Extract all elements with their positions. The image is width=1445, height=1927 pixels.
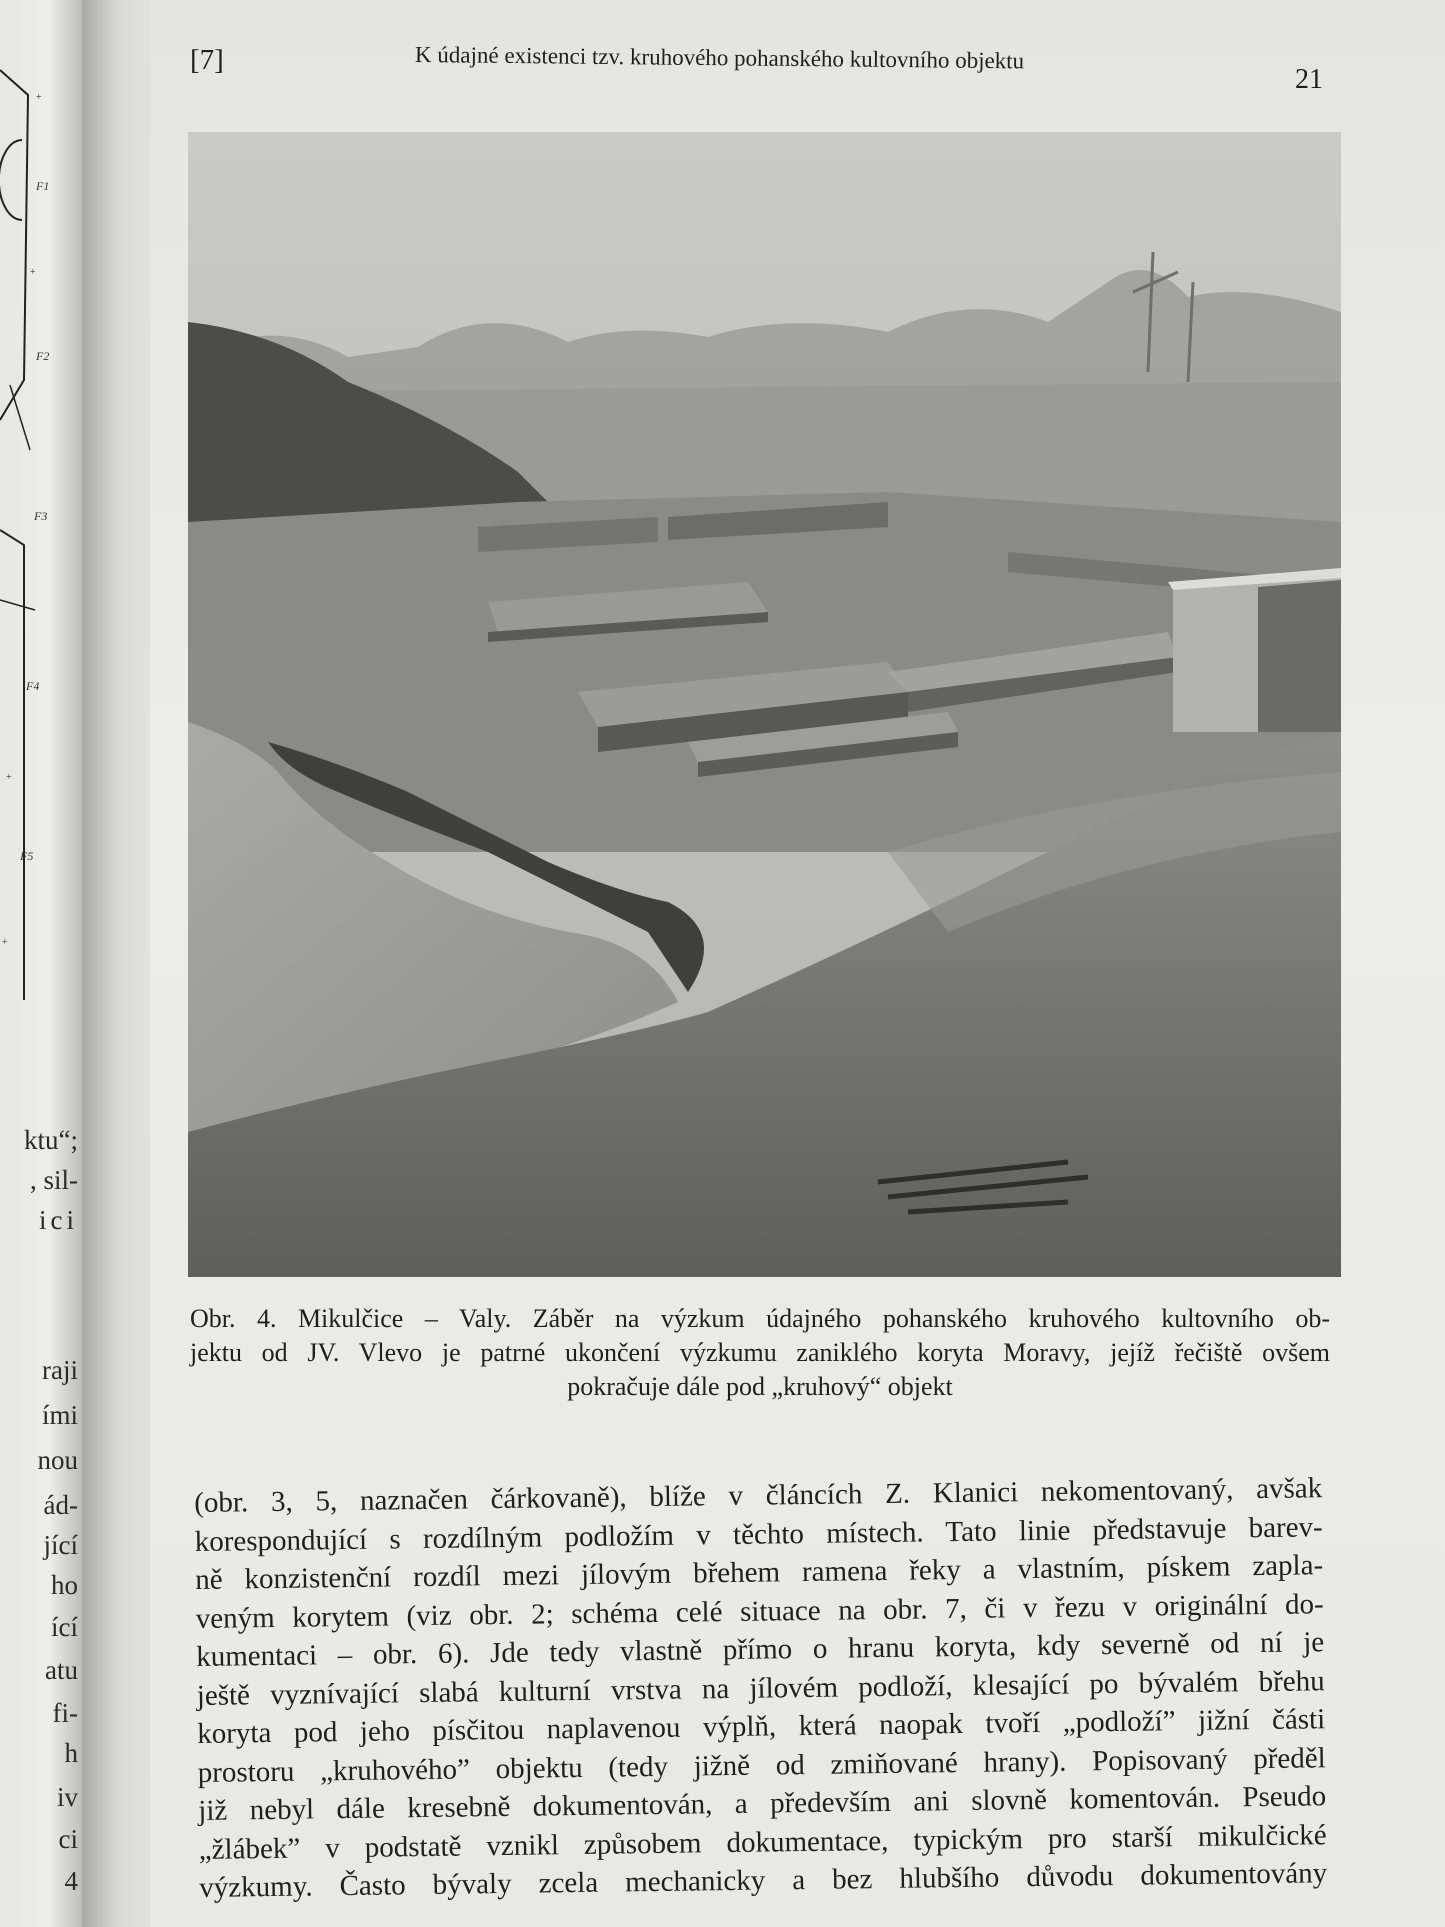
left-text-fragment: ci bbox=[58, 1824, 78, 1854]
running-head bbox=[190, 40, 1340, 95]
running-head-title: K údajné existenci tzv. kruhového pohanského kultovního objektu bbox=[414, 42, 1025, 74]
left-text-fragment: raji bbox=[42, 1355, 78, 1385]
left-text-fragment: atu bbox=[45, 1655, 78, 1685]
excavation-photograph bbox=[188, 132, 1341, 1277]
left-text-fragment: ád- bbox=[43, 1490, 78, 1520]
caption-line: pokračuje dále pod „kruhový“ objekt bbox=[567, 1372, 953, 1401]
body-line: „žlábek” v podstatě vznikl způsobem dokumentace, typickým pro starší mikulčické bbox=[198, 1818, 1327, 1866]
svg-text:F4: F4 bbox=[26, 679, 40, 693]
body-line: (obr. 3, 5, naznačen čárkovaně), blíže v článcích Z. Klanici nekomentovaný, avšak bbox=[194, 1472, 1323, 1519]
left-text-fragment: nou bbox=[37, 1445, 78, 1475]
left-text-fragment: , sil- bbox=[29, 1165, 78, 1195]
section-number: [7] bbox=[190, 44, 224, 76]
body-line: veným korytem (viz obr. 2; schéma celé situace na obr. 7, či v řezu v originální do- bbox=[195, 1587, 1324, 1635]
body-line: ještě vyznívající slabá kulturní vrstva na jílovém podloží, klesající po bývalém břehu bbox=[196, 1664, 1325, 1712]
section-diagram bbox=[0, 0, 82, 1000]
left-text-fragment: iv bbox=[56, 1782, 78, 1812]
caption-line: Obr. 4. Mikulčice – Valy. Záběr na výzkum údajného pohanského kruhového kultovního ob- bbox=[190, 1304, 1330, 1333]
body-line: ně konzistenční rozdíl mezi jílovým břehem ramena řeky a vlastním, pískem zapla- bbox=[195, 1549, 1324, 1596]
body-line: již nebyl dále kresebně dokumentován, a především ani slovně komentován. Pseudo bbox=[198, 1780, 1327, 1827]
left-text-fragment: ktu“; bbox=[24, 1125, 78, 1155]
svg-text:+: + bbox=[30, 267, 36, 278]
page-number: 21 bbox=[1295, 64, 1323, 95]
left-text-fragment: ho bbox=[51, 1570, 78, 1600]
caption-line: jektu od JV. Vlevo je patrné ukončení výzkumu zaniklého koryta Moravy, jejíž řečiště ovšem bbox=[190, 1338, 1330, 1367]
svg-text:F5: F5 bbox=[20, 849, 34, 863]
body-paragraph bbox=[194, 1469, 1327, 1907]
left-text-fragment: h bbox=[64, 1738, 78, 1768]
body-line: kumentaci – obr. 6). Jde tedy vlastně přímo o hranu koryta, kdy severně od ní je bbox=[196, 1626, 1325, 1673]
svg-text:+: + bbox=[2, 937, 8, 948]
body-line: koryta pod jeho písčitou naplavenou výplň, která naopak tvoří „podloží” jižní části bbox=[197, 1703, 1326, 1750]
svg-text:F3: F3 bbox=[34, 509, 48, 523]
body-line: korespondující s rozdílným podložím v těchto místech. Tato linie představuje barev- bbox=[194, 1510, 1323, 1558]
svg-text:+: + bbox=[6, 772, 12, 783]
left-facing-page bbox=[0, 0, 82, 1927]
svg-text:+: + bbox=[36, 92, 42, 103]
body-line: výzkumy. Často bývaly zcela mechanicky a bez hlubšího důvodu dokumentovány bbox=[199, 1857, 1328, 1904]
left-text-fragment: ící bbox=[51, 1612, 78, 1642]
svg-text:F1: F1 bbox=[36, 179, 50, 193]
left-text-fragment: jící bbox=[43, 1530, 78, 1560]
svg-text:F2: F2 bbox=[36, 349, 50, 363]
body-line: prostoru „kruhového” objektu (tedy jižně od zmiňované hrany). Popisovaný předěl bbox=[197, 1741, 1326, 1789]
figure-caption bbox=[190, 1302, 1330, 1404]
left-text-fragment: fi- bbox=[52, 1698, 78, 1728]
left-text-fragment: ími bbox=[41, 1400, 78, 1430]
left-text-fragment: 4 bbox=[64, 1866, 78, 1896]
left-text-fragment: ici bbox=[39, 1205, 78, 1235]
